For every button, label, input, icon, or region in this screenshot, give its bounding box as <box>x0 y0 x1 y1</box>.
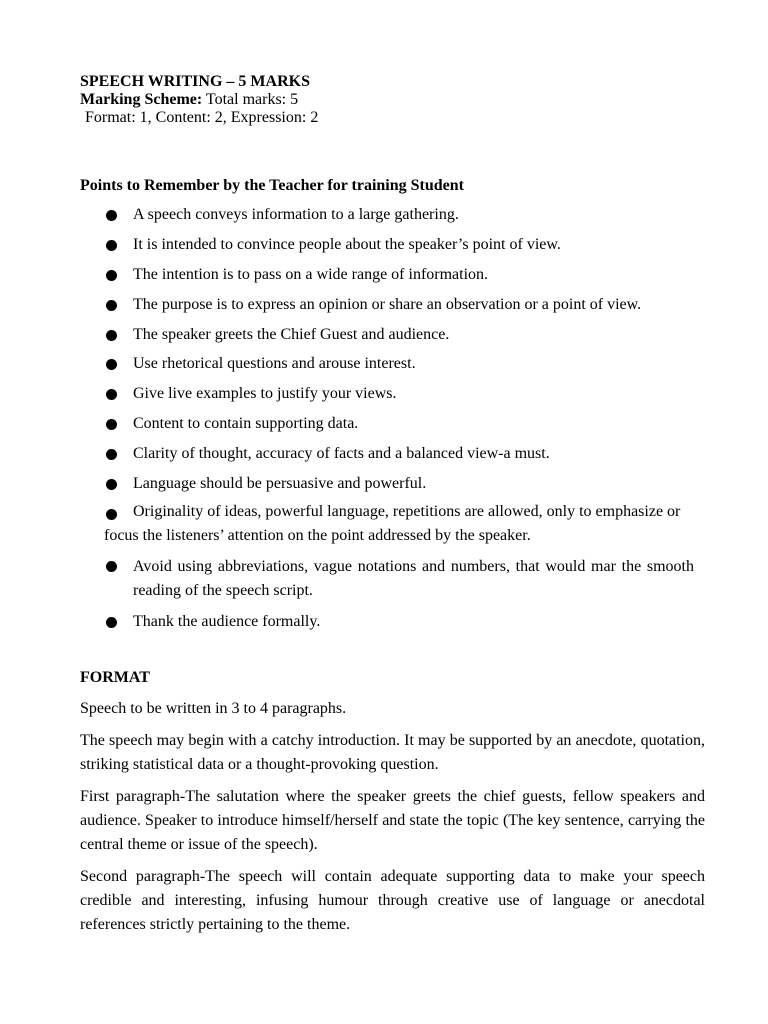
list-item <box>104 413 694 435</box>
list-item-text: It is intended to convince people about the speaker’s point of view. <box>133 235 561 253</box>
list-item-text: Originality of ideas, powerful language, repetitions are allowed, only to emphasize or <box>133 502 681 520</box>
bullet-icon <box>106 419 117 430</box>
bullet-icon <box>106 561 117 572</box>
marking-scheme-label: Marking Scheme: <box>80 91 203 108</box>
list-item-text: Language should be persuasive and powerful. <box>133 475 427 493</box>
list-item-text: The speaker greets the Chief Guest and audience. <box>133 325 450 343</box>
marking-scheme-line <box>80 91 318 109</box>
bullet-icon <box>106 300 117 311</box>
format-paragraph: Speech to be written in 3 to 4 paragraphs. <box>80 700 347 717</box>
list-item-text: Thank the audience formally. <box>133 612 321 630</box>
bullet-icon <box>106 210 117 221</box>
list-item <box>104 473 694 495</box>
list-item-text: Clarity of thought, accuracy of facts and a balanced view-a must. <box>133 445 550 463</box>
format-paragraph: The speech may begin with a catchy introduction. It may be supported by an anecdote, quotation, striking statistical data or a thought-provoking question. <box>80 732 705 773</box>
format-section <box>80 697 705 945</box>
page-title: SPEECH WRITING – 5 MARKS <box>80 73 310 90</box>
list-item <box>104 503 694 547</box>
list-item <box>104 443 694 465</box>
bullet-icon <box>106 509 117 520</box>
bullet-icon <box>106 479 117 490</box>
list-item <box>104 353 694 375</box>
list-item <box>104 383 694 405</box>
list-item <box>104 204 694 226</box>
list-item-text: Use rhetorical questions and arouse interest. <box>133 355 416 373</box>
points-list <box>104 204 694 641</box>
marks-breakdown: Format: 1, Content: 2, Expression: 2 <box>85 109 319 126</box>
list-item <box>104 555 694 603</box>
list-item <box>104 294 694 316</box>
list-item-text: Avoid using abbreviations, vague notations and numbers, that would mar the smooth reading of the speech script. <box>133 557 694 599</box>
bullet-icon <box>106 240 117 251</box>
bullet-icon <box>106 359 117 370</box>
list-item <box>104 611 694 633</box>
list-item-text: Content to contain supporting data. <box>133 415 359 433</box>
list-item-text: The purpose is to express an opinion or share an observation or a point of view. <box>133 295 642 313</box>
points-heading: Points to Remember by the Teacher for training Student <box>80 177 464 194</box>
list-item-text: The intention is to pass on a wide range of information. <box>133 265 489 283</box>
list-item-continuation: focus the listeners’ attention on the point addressed by the speaker. <box>104 526 531 544</box>
document-header <box>80 73 318 127</box>
list-item <box>104 264 694 286</box>
list-item <box>104 324 694 346</box>
format-heading: FORMAT <box>80 669 150 686</box>
list-item <box>104 234 694 256</box>
bullet-icon <box>106 270 117 281</box>
format-paragraph: First paragraph-The salutation where the speaker greets the chief guests, fellow speakers and audience. Speaker to introduce himself/herself and state the topic (The key sentence, carrying the central theme or issue of the speech). <box>80 788 705 853</box>
list-item-text: A speech conveys information to a large gathering. <box>133 206 459 223</box>
bullet-icon <box>106 389 117 400</box>
bullet-icon <box>106 449 117 460</box>
list-item-text: Give live examples to justify your views. <box>133 385 397 403</box>
total-marks-text: Total marks: 5 <box>202 91 299 108</box>
bullet-icon <box>106 330 117 341</box>
bullet-icon <box>106 617 117 628</box>
format-paragraph: Second paragraph-The speech will contain adequate supporting data to make your speech credible and interesting, infusing humour through creative use of language or anecdotal references strictly pertaining to the theme. <box>80 868 705 933</box>
